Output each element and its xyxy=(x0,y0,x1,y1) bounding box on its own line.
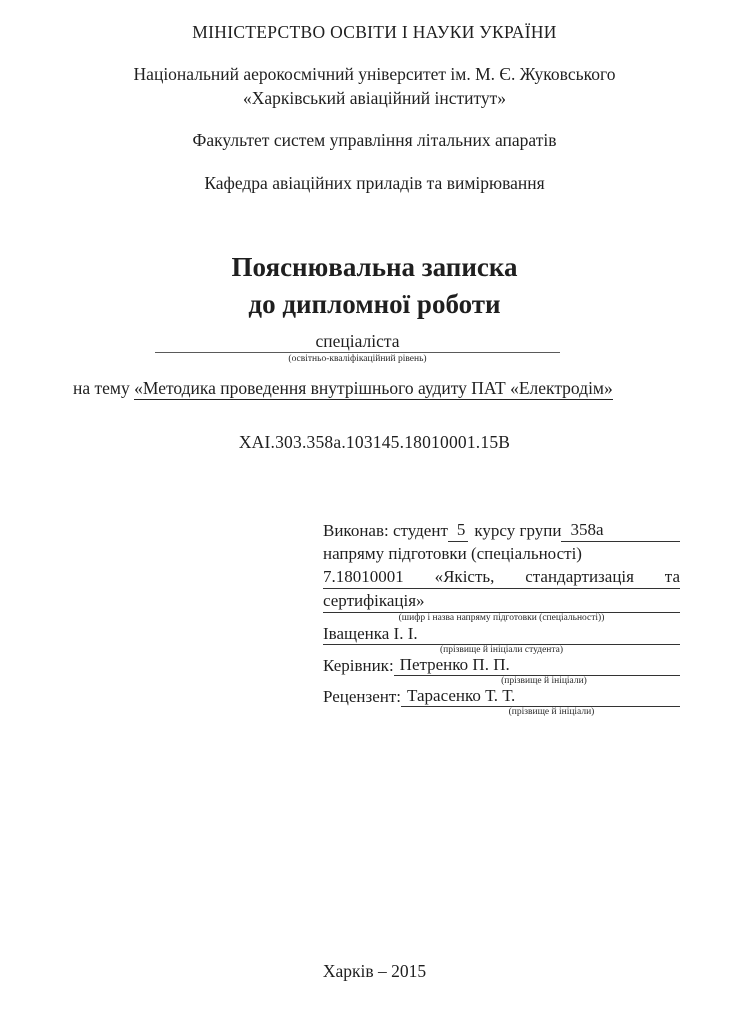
student-caption: (прізвище й ініціали студента) xyxy=(439,645,564,655)
department-line: Кафедра авіаційних приладів та вимірювання xyxy=(204,173,545,193)
university-name-line1: Національний аерокосмічний університет ім. М. Є. Жуковського xyxy=(133,64,616,84)
course-number: 5 xyxy=(448,518,469,542)
student-name-line: Іващенка І. І. xyxy=(323,624,680,645)
executor-middle: курсу групи xyxy=(474,521,562,540)
supervisor-name: Петренко П. П. xyxy=(394,655,680,676)
ministry-line: МІНІСТЕРСТВО ОСВІТИ І НАУКИ УКРАЇНИ xyxy=(192,22,557,42)
city-year-line: Харків – 2015 xyxy=(322,961,427,981)
supervisor-caption: (прізвище й ініціали) xyxy=(501,676,587,686)
credits-block xyxy=(323,519,680,718)
reviewer-line xyxy=(323,687,680,707)
theme-prefix: на тему xyxy=(73,378,130,398)
qualification-level-caption: (освітньо-кваліфікаційний рівень) xyxy=(288,354,427,364)
supervisor-line xyxy=(323,656,680,676)
faculty-line: Факультет систем управління літальних апаратів xyxy=(192,130,557,150)
theme-line xyxy=(73,377,703,399)
document-title-line2: до дипломної роботи xyxy=(248,289,501,319)
reviewer-name: Тарасенко Т. Т. xyxy=(401,686,680,707)
theme-text: «Методика проведення внутрішнього аудиту ПАТ «Електродім» xyxy=(134,378,613,398)
qualification-level: спеціаліста xyxy=(155,331,560,353)
university-name-line2: «Харківський авіаційний інститут» xyxy=(242,88,507,108)
executor-prefix: Виконав: студент xyxy=(323,521,448,540)
executor-line xyxy=(323,519,680,542)
document-code: ХАІ.303.358а.103145.18010001.15В xyxy=(238,432,511,452)
specialty-intro-line: напряму підготовки (спеціальності) xyxy=(323,544,582,563)
university-name xyxy=(0,62,749,110)
supervisor-label: Керівник: xyxy=(323,656,394,675)
group-number: 358а xyxy=(561,518,680,542)
reviewer-caption: (прізвище й ініціали) xyxy=(508,707,595,717)
document-title-line1: Пояснювальна записка xyxy=(231,252,518,282)
specialty-tail-line: сертифікація» xyxy=(323,589,680,613)
specialty-code-line: 7.18010001 «Якість, стандартизація та xyxy=(323,565,680,589)
document-title xyxy=(0,249,749,323)
specialty-caption: (шифр і назва напряму підготовки (спеціальності)) xyxy=(398,613,605,623)
reviewer-label: Рецензент: xyxy=(323,687,402,706)
